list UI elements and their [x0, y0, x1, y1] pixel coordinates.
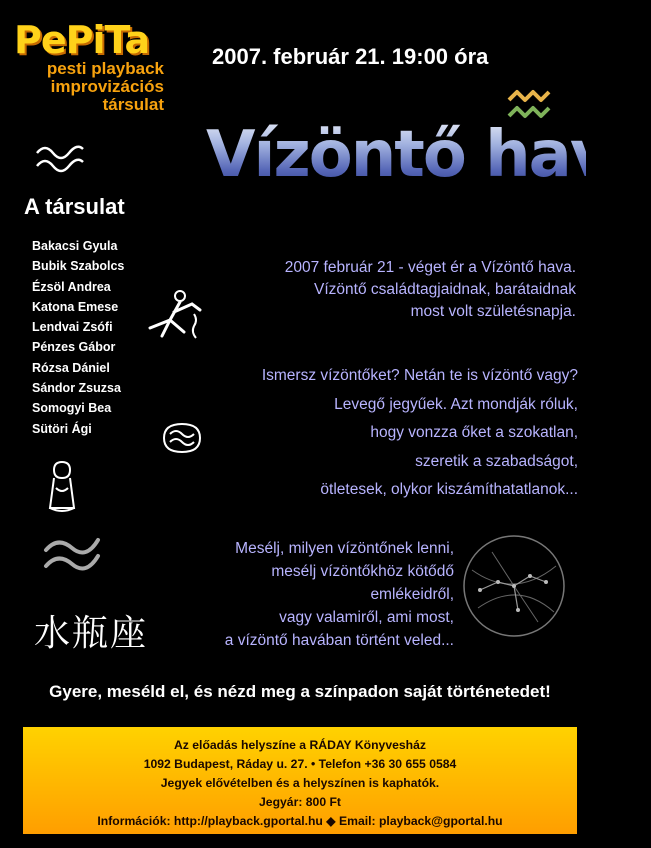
list-item: Bakacsi Gyula	[32, 239, 118, 253]
list-item: Pénzes Gábor	[32, 340, 116, 355]
paragraph-line: hogy vonzza őket a szokatlan,	[370, 424, 578, 441]
list-item: Somogyi Bea	[32, 401, 112, 416]
aquarius-fish-icon	[42, 530, 102, 580]
main-title: Vízöntő hava	[206, 118, 651, 192]
list-item: Sándor Zsuzsa	[32, 381, 121, 396]
company-heading: A társulat	[24, 194, 125, 219]
constellation-icon	[458, 530, 570, 642]
paragraph-line: mesélj vízöntőkhöz kötődő	[271, 563, 454, 580]
contact-line: Információk: http://playback.gportal.hu ◆ Email: playback@gportal.hu	[97, 814, 503, 828]
logo	[14, 20, 164, 114]
list-item: Katona Emese	[32, 299, 119, 314]
water-jar-icon	[158, 420, 206, 456]
list-item: Sütöri Ági	[32, 421, 92, 436]
event-date: 2007. február 21. 19:00 óra	[212, 44, 489, 69]
tickets-line: Jegyek elővételben és a helyszínen is kaphatók.	[160, 776, 440, 790]
ancient-figure-icon	[44, 458, 80, 514]
paragraph-line: szeretik a szabadságot,	[415, 452, 578, 470]
paragraph-birthday	[285, 257, 576, 323]
list-item: Lendvai Zsófi	[32, 320, 113, 335]
logo-line-3: társulat	[102, 95, 164, 114]
call-to-action: Gyere, meséld el, és nézd meg a színpadon saját történetedet!	[49, 682, 551, 701]
list-item: Rózsa Dániel	[32, 360, 110, 375]
aquarius-waves-icon	[34, 142, 84, 172]
logo-line-1: pesti playback	[46, 59, 164, 78]
logo-name: PePiTa	[14, 18, 150, 62]
member-list	[32, 236, 124, 439]
list-item: Bubik Szabolcs	[32, 259, 125, 274]
info-box	[23, 727, 577, 834]
logo-line-2: improvizációs	[50, 77, 164, 96]
paragraph-line: Ismersz vízöntőket? Netán te is vízöntő vagy?	[261, 367, 578, 384]
water-bearer-figure-icon	[140, 288, 210, 340]
paragraph-line: Levegő jegyűek. Azt mondják róluk,	[334, 395, 578, 413]
paragraph-line: Vízöntő családtagjaidnak, barátaidnak	[314, 281, 576, 298]
venue-line: Az előadás helyszíne a RÁDAY Könyvesház	[174, 738, 426, 752]
address-line: 1092 Budapest, Ráday u. 27. • Telefon +36 30 655 0584	[143, 757, 457, 771]
price-line: Jegyár: 800 Ft	[259, 795, 341, 809]
paragraph-line: a vízöntő havában történt veled...	[224, 632, 454, 649]
paragraph-traits	[262, 362, 578, 505]
paragraph-line: ötletesek, olykor kiszámíthatatlanok...	[320, 481, 578, 498]
paragraph-line: 2007 február 21 - véget ér a Vízöntő hava.	[284, 259, 576, 276]
paragraph-line: most volt születésnapja.	[410, 303, 576, 320]
paragraph-line: vagy valamiről, ami most,	[279, 609, 454, 626]
kanji-text: 水瓶座	[34, 613, 149, 654]
list-item: Ézsöl Andrea	[32, 279, 111, 294]
paragraph-line: Mesélj, milyen vízöntőnek lenni,	[235, 540, 454, 557]
paragraph-line: emlékeidről,	[370, 586, 454, 603]
paragraph-invite	[225, 537, 454, 652]
